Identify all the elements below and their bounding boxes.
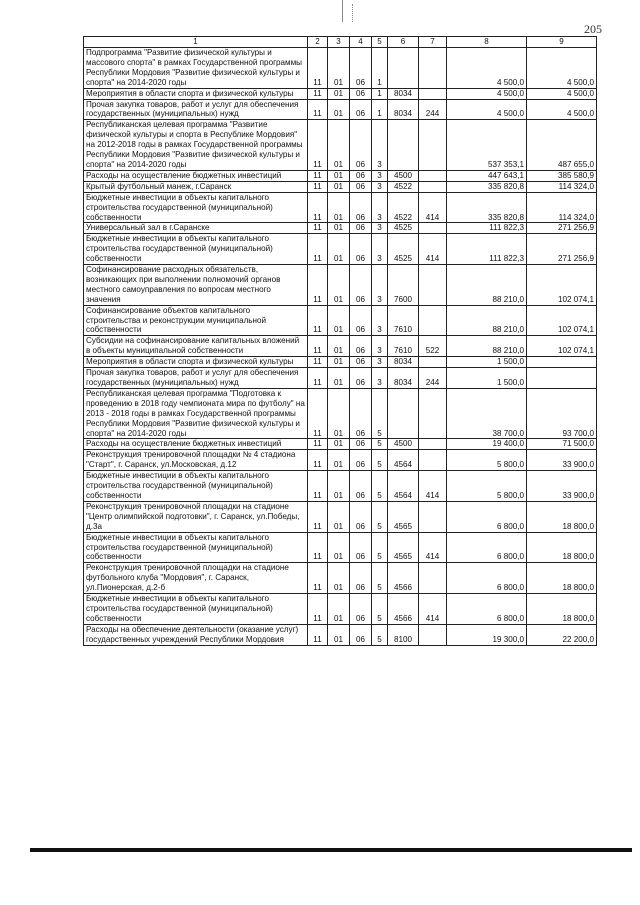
row-name-cell: Расходы на обеспечение деятельности (оказание услуг) государственных учреждений Республики Мордовия bbox=[84, 624, 308, 645]
row-c4-cell: 06 bbox=[350, 99, 372, 120]
header-cell: 2 bbox=[308, 37, 328, 48]
row-c8-cell: 88 210,0 bbox=[447, 336, 527, 357]
row-c6-cell: 4500 bbox=[388, 170, 419, 181]
row-c4-cell: 06 bbox=[350, 501, 372, 532]
row-c7-cell bbox=[419, 563, 447, 594]
row-c9-cell bbox=[527, 368, 597, 389]
row-c6-cell: 8034 bbox=[388, 88, 419, 99]
row-name-cell: Софинансирование расходных обязательств, возникающих при выполнении полномочий органов местного самоуправления по вопросам местного значения bbox=[84, 265, 308, 306]
row-c5-cell: 5 bbox=[372, 624, 388, 645]
row-c2-cell: 11 bbox=[308, 439, 328, 450]
row-c3-cell: 01 bbox=[328, 88, 350, 99]
row-c3-cell: 01 bbox=[328, 120, 350, 171]
row-name-cell: Субсидии на софинансирование капитальных вложений в объекты муниципальной собственности bbox=[84, 336, 308, 357]
row-c2-cell: 11 bbox=[308, 624, 328, 645]
row-c8-cell: 4 500,0 bbox=[447, 48, 527, 89]
row-c9-cell: 18 800,0 bbox=[527, 532, 597, 563]
row-name-cell: Расходы на осуществление бюджетных инвестиций bbox=[84, 170, 308, 181]
table-row bbox=[84, 99, 597, 120]
row-c9-cell: 487 655,0 bbox=[527, 120, 597, 171]
row-c8-cell: 19 300,0 bbox=[447, 624, 527, 645]
row-c7-cell bbox=[419, 450, 447, 471]
row-c3-cell: 01 bbox=[328, 305, 350, 336]
row-c7-cell bbox=[419, 624, 447, 645]
row-c5-cell: 5 bbox=[372, 439, 388, 450]
header-cell: 3 bbox=[328, 37, 350, 48]
row-c9-cell: 33 900,0 bbox=[527, 471, 597, 502]
row-c5-cell: 5 bbox=[372, 563, 388, 594]
row-c7-cell bbox=[419, 181, 447, 192]
row-c4-cell: 06 bbox=[350, 368, 372, 389]
row-c7-cell bbox=[419, 305, 447, 336]
row-c4-cell: 06 bbox=[350, 624, 372, 645]
header-cell: 4 bbox=[350, 37, 372, 48]
row-c6-cell bbox=[388, 48, 419, 89]
row-c7-cell bbox=[419, 120, 447, 171]
row-c9-cell: 4 500,0 bbox=[527, 99, 597, 120]
row-c4-cell: 06 bbox=[350, 471, 372, 502]
row-name-cell: Бюджетные инвестиции в объекты капитального строительства государственной (муниципальной) собственности bbox=[84, 234, 308, 265]
row-c7-cell bbox=[419, 501, 447, 532]
row-c9-cell: 18 800,0 bbox=[527, 563, 597, 594]
row-c4-cell: 06 bbox=[350, 170, 372, 181]
row-c8-cell: 1 500,0 bbox=[447, 357, 527, 368]
row-c7-cell: 414 bbox=[419, 192, 447, 223]
row-c4-cell: 06 bbox=[350, 357, 372, 368]
row-c7-cell bbox=[419, 48, 447, 89]
row-c3-cell: 01 bbox=[328, 594, 350, 625]
row-c5-cell: 3 bbox=[372, 336, 388, 357]
row-c6-cell: 4566 bbox=[388, 594, 419, 625]
table-header-row bbox=[84, 37, 597, 48]
row-c6-cell bbox=[388, 388, 419, 439]
row-c3-cell: 01 bbox=[328, 99, 350, 120]
row-c3-cell: 01 bbox=[328, 439, 350, 450]
row-c8-cell: 6 800,0 bbox=[447, 594, 527, 625]
row-c4-cell: 06 bbox=[350, 234, 372, 265]
row-c7-cell bbox=[419, 265, 447, 306]
row-c5-cell: 3 bbox=[372, 181, 388, 192]
row-c3-cell: 01 bbox=[328, 234, 350, 265]
row-c9-cell: 4 500,0 bbox=[527, 88, 597, 99]
row-c2-cell: 11 bbox=[308, 471, 328, 502]
row-c5-cell: 3 bbox=[372, 192, 388, 223]
row-c9-cell: 4 500,0 bbox=[527, 48, 597, 89]
table-row bbox=[84, 305, 597, 336]
table-row bbox=[84, 192, 597, 223]
table-row bbox=[84, 336, 597, 357]
row-c8-cell: 335 820,8 bbox=[447, 192, 527, 223]
table-row bbox=[84, 181, 597, 192]
table-row bbox=[84, 223, 597, 234]
row-c4-cell: 06 bbox=[350, 336, 372, 357]
row-name-cell: Бюджетные инвестиции в объекты капитального строительства государственной (муниципальной) собственности bbox=[84, 471, 308, 502]
row-c3-cell: 01 bbox=[328, 532, 350, 563]
row-c3-cell: 01 bbox=[328, 48, 350, 89]
row-c7-cell bbox=[419, 88, 447, 99]
row-name-cell: Реконструкция тренировочной площадки № 4 стадиона "Старт", г. Саранск, ул.Московская, д.12 bbox=[84, 450, 308, 471]
row-c9-cell: 93 700,0 bbox=[527, 388, 597, 439]
row-c3-cell: 01 bbox=[328, 624, 350, 645]
row-c9-cell: 33 900,0 bbox=[527, 450, 597, 471]
row-name-cell: Софинансирование объектов капитального строительства и реконструкции муниципальной собственности bbox=[84, 305, 308, 336]
row-c5-cell: 3 bbox=[372, 223, 388, 234]
row-c7-cell: 414 bbox=[419, 594, 447, 625]
row-c8-cell: 6 800,0 bbox=[447, 501, 527, 532]
row-c2-cell: 11 bbox=[308, 170, 328, 181]
row-c8-cell: 6 800,0 bbox=[447, 563, 527, 594]
row-c6-cell: 4564 bbox=[388, 450, 419, 471]
header-cell: 7 bbox=[419, 37, 447, 48]
row-name-cell: Реконструкция тренировочной площадки на стадионе "Центр олимпийской подготовки", г. Саранск, ул.Победы, д.3а bbox=[84, 501, 308, 532]
row-c6-cell: 4564 bbox=[388, 471, 419, 502]
row-c3-cell: 01 bbox=[328, 170, 350, 181]
row-c6-cell: 7600 bbox=[388, 265, 419, 306]
row-c9-cell: 18 800,0 bbox=[527, 594, 597, 625]
row-c2-cell: 11 bbox=[308, 563, 328, 594]
table-row bbox=[84, 234, 597, 265]
row-c7-cell bbox=[419, 439, 447, 450]
row-c8-cell: 88 210,0 bbox=[447, 265, 527, 306]
row-c5-cell: 5 bbox=[372, 501, 388, 532]
row-c4-cell: 06 bbox=[350, 532, 372, 563]
row-c9-cell: 114 324,0 bbox=[527, 192, 597, 223]
row-name-cell: Универсальный зал в г.Саранске bbox=[84, 223, 308, 234]
row-c7-cell bbox=[419, 170, 447, 181]
table-row bbox=[84, 265, 597, 306]
row-c6-cell: 4522 bbox=[388, 181, 419, 192]
row-c8-cell: 537 353,1 bbox=[447, 120, 527, 171]
row-c2-cell: 11 bbox=[308, 192, 328, 223]
row-c4-cell: 06 bbox=[350, 388, 372, 439]
row-c3-cell: 01 bbox=[328, 357, 350, 368]
row-c7-cell bbox=[419, 357, 447, 368]
row-name-cell: Реконструкция тренировочной площадки на стадионе футбольного клуба "Мордовия", г. Саранск, ул.Пионерская, д.2-б bbox=[84, 563, 308, 594]
row-c5-cell: 5 bbox=[372, 471, 388, 502]
row-c6-cell: 7610 bbox=[388, 336, 419, 357]
row-c8-cell: 4 500,0 bbox=[447, 88, 527, 99]
row-c6-cell bbox=[388, 120, 419, 171]
row-c2-cell: 11 bbox=[308, 234, 328, 265]
row-c6-cell: 4565 bbox=[388, 532, 419, 563]
row-c8-cell: 447 643,1 bbox=[447, 170, 527, 181]
binding-mark bbox=[342, 0, 343, 22]
row-c5-cell: 1 bbox=[372, 88, 388, 99]
row-c6-cell: 4525 bbox=[388, 234, 419, 265]
row-c2-cell: 11 bbox=[308, 120, 328, 171]
header-cell: 6 bbox=[388, 37, 419, 48]
row-name-cell: Бюджетные инвестиции в объекты капитального строительства государственной (муниципальной) собственности bbox=[84, 594, 308, 625]
row-c8-cell: 5 800,0 bbox=[447, 471, 527, 502]
row-c6-cell: 8034 bbox=[388, 368, 419, 389]
row-c2-cell: 11 bbox=[308, 305, 328, 336]
row-c2-cell: 11 bbox=[308, 88, 328, 99]
row-c6-cell: 8100 bbox=[388, 624, 419, 645]
row-c2-cell: 11 bbox=[308, 265, 328, 306]
row-c4-cell: 06 bbox=[350, 563, 372, 594]
row-c7-cell bbox=[419, 223, 447, 234]
row-c2-cell: 11 bbox=[308, 48, 328, 89]
table-row bbox=[84, 501, 597, 532]
row-c6-cell: 4566 bbox=[388, 563, 419, 594]
row-c3-cell: 01 bbox=[328, 388, 350, 439]
row-c5-cell: 1 bbox=[372, 48, 388, 89]
row-c8-cell: 6 800,0 bbox=[447, 532, 527, 563]
row-c7-cell: 244 bbox=[419, 99, 447, 120]
table-row bbox=[84, 563, 597, 594]
row-c2-cell: 11 bbox=[308, 223, 328, 234]
row-c4-cell: 06 bbox=[350, 265, 372, 306]
row-c8-cell: 19 400,0 bbox=[447, 439, 527, 450]
row-c3-cell: 01 bbox=[328, 501, 350, 532]
row-c7-cell: 522 bbox=[419, 336, 447, 357]
row-c4-cell: 06 bbox=[350, 48, 372, 89]
row-c8-cell: 88 210,0 bbox=[447, 305, 527, 336]
row-c6-cell: 4500 bbox=[388, 439, 419, 450]
header-cell: 8 bbox=[447, 37, 527, 48]
row-c5-cell: 3 bbox=[372, 120, 388, 171]
table-row bbox=[84, 471, 597, 502]
row-c6-cell: 4565 bbox=[388, 501, 419, 532]
row-c5-cell: 3 bbox=[372, 357, 388, 368]
row-c9-cell: 102 074,1 bbox=[527, 265, 597, 306]
row-c4-cell: 06 bbox=[350, 223, 372, 234]
row-c6-cell: 8034 bbox=[388, 99, 419, 120]
row-c5-cell: 3 bbox=[372, 170, 388, 181]
row-c5-cell: 1 bbox=[372, 99, 388, 120]
row-c9-cell bbox=[527, 357, 597, 368]
table-body bbox=[84, 37, 597, 646]
row-name-cell: Подпрограмма "Развитие физической культуры и массового спорта" в рамках Государственной программы Республики Мордовия "Развитие физической культуры и спорта" на 2014-2020 годы bbox=[84, 48, 308, 89]
table-row bbox=[84, 368, 597, 389]
row-c9-cell: 385 580,9 bbox=[527, 170, 597, 181]
row-c7-cell: 244 bbox=[419, 368, 447, 389]
row-name-cell: Крытый футбольный манеж, г.Саранск bbox=[84, 181, 308, 192]
row-name-cell: Республиканская целевая программа "Развитие физической культуры и спорта в Республике Мордовия" на 2012-2018 годы в рамках Государственной программы Республики Мордовия "Развитие физической культуры и спорта" на 2014-2020 годы bbox=[84, 120, 308, 171]
row-c5-cell: 3 bbox=[372, 234, 388, 265]
row-c8-cell: 1 500,0 bbox=[447, 368, 527, 389]
row-c2-cell: 11 bbox=[308, 99, 328, 120]
row-c5-cell: 3 bbox=[372, 368, 388, 389]
table-row bbox=[84, 170, 597, 181]
row-c3-cell: 01 bbox=[328, 192, 350, 223]
row-c9-cell: 18 800,0 bbox=[527, 501, 597, 532]
table-row bbox=[84, 388, 597, 439]
table-row bbox=[84, 439, 597, 450]
binding-mark-dotted bbox=[352, 4, 354, 22]
row-c5-cell: 5 bbox=[372, 532, 388, 563]
row-c4-cell: 06 bbox=[350, 305, 372, 336]
row-c9-cell: 102 074,1 bbox=[527, 336, 597, 357]
row-c4-cell: 06 bbox=[350, 594, 372, 625]
row-name-cell: Республиканская целевая программа "Подготовка к проведению в 2018 году чемпионата мира по футболу" на 2013 - 2018 годы в рамках Государственной программы Республики Мордовия "Развитие физической культуры и спорта" на 2014-2020 годы bbox=[84, 388, 308, 439]
row-c9-cell: 22 200,0 bbox=[527, 624, 597, 645]
row-c9-cell: 71 500,0 bbox=[527, 439, 597, 450]
row-c3-cell: 01 bbox=[328, 368, 350, 389]
row-name-cell: Бюджетные инвестиции в объекты капитального строительства государственной (муниципальной) собственности bbox=[84, 192, 308, 223]
row-c5-cell: 5 bbox=[372, 388, 388, 439]
row-c9-cell: 114 324,0 bbox=[527, 181, 597, 192]
row-c4-cell: 06 bbox=[350, 439, 372, 450]
row-c6-cell: 4522 bbox=[388, 192, 419, 223]
header-cell: 5 bbox=[372, 37, 388, 48]
budget-table bbox=[83, 36, 597, 646]
table-row bbox=[84, 450, 597, 471]
row-c4-cell: 06 bbox=[350, 450, 372, 471]
row-c8-cell: 111 822,3 bbox=[447, 223, 527, 234]
table-row bbox=[84, 120, 597, 171]
row-c3-cell: 01 bbox=[328, 563, 350, 594]
row-c7-cell: 414 bbox=[419, 532, 447, 563]
row-name-cell: Расходы на осуществление бюджетных инвестиций bbox=[84, 439, 308, 450]
table-row bbox=[84, 88, 597, 99]
row-c6-cell: 8034 bbox=[388, 357, 419, 368]
row-c7-cell bbox=[419, 388, 447, 439]
row-c4-cell: 06 bbox=[350, 120, 372, 171]
row-c5-cell: 3 bbox=[372, 265, 388, 306]
row-c8-cell: 5 800,0 bbox=[447, 450, 527, 471]
row-c5-cell: 3 bbox=[372, 305, 388, 336]
row-name-cell: Прочая закупка товаров, работ и услуг для обеспечения государственных (муниципальных) нужд bbox=[84, 99, 308, 120]
row-c7-cell: 414 bbox=[419, 234, 447, 265]
row-c2-cell: 11 bbox=[308, 357, 328, 368]
table-row bbox=[84, 624, 597, 645]
row-c8-cell: 4 500,0 bbox=[447, 99, 527, 120]
row-c2-cell: 11 bbox=[308, 388, 328, 439]
bottom-rule bbox=[30, 848, 632, 852]
row-c4-cell: 06 bbox=[350, 192, 372, 223]
header-cell: 1 bbox=[84, 37, 308, 48]
row-c5-cell: 5 bbox=[372, 594, 388, 625]
row-c3-cell: 01 bbox=[328, 336, 350, 357]
row-c9-cell: 271 256,9 bbox=[527, 223, 597, 234]
row-name-cell: Бюджетные инвестиции в объекты капитального строительства государственной (муниципальной) собственности bbox=[84, 532, 308, 563]
row-c3-cell: 01 bbox=[328, 471, 350, 502]
table-row bbox=[84, 594, 597, 625]
row-c3-cell: 01 bbox=[328, 181, 350, 192]
table-row bbox=[84, 357, 597, 368]
row-c2-cell: 11 bbox=[308, 594, 328, 625]
row-c5-cell: 5 bbox=[372, 450, 388, 471]
row-c2-cell: 11 bbox=[308, 450, 328, 471]
page-number: 205 bbox=[584, 22, 602, 36]
row-name-cell: Мероприятия в области спорта и физической культуры bbox=[84, 88, 308, 99]
row-c3-cell: 01 bbox=[328, 450, 350, 471]
row-c8-cell: 335 820,8 bbox=[447, 181, 527, 192]
row-c4-cell: 06 bbox=[350, 88, 372, 99]
row-name-cell: Мероприятия в области спорта и физической культуры bbox=[84, 357, 308, 368]
row-c2-cell: 11 bbox=[308, 501, 328, 532]
header-cell: 9 bbox=[527, 37, 597, 48]
row-c4-cell: 06 bbox=[350, 181, 372, 192]
row-c2-cell: 11 bbox=[308, 336, 328, 357]
row-name-cell: Прочая закупка товаров, работ и услуг для обеспечения государственных (муниципальных) нужд bbox=[84, 368, 308, 389]
row-c6-cell: 7610 bbox=[388, 305, 419, 336]
row-c3-cell: 01 bbox=[328, 265, 350, 306]
row-c2-cell: 11 bbox=[308, 532, 328, 563]
table-row bbox=[84, 532, 597, 563]
table-row bbox=[84, 48, 597, 89]
row-c6-cell: 4525 bbox=[388, 223, 419, 234]
row-c3-cell: 01 bbox=[328, 223, 350, 234]
row-c9-cell: 102 074,1 bbox=[527, 305, 597, 336]
row-c2-cell: 11 bbox=[308, 181, 328, 192]
row-c7-cell: 414 bbox=[419, 471, 447, 502]
row-c8-cell: 111 822,3 bbox=[447, 234, 527, 265]
row-c8-cell: 38 700,0 bbox=[447, 388, 527, 439]
row-c9-cell: 271 256,9 bbox=[527, 234, 597, 265]
row-c2-cell: 11 bbox=[308, 368, 328, 389]
